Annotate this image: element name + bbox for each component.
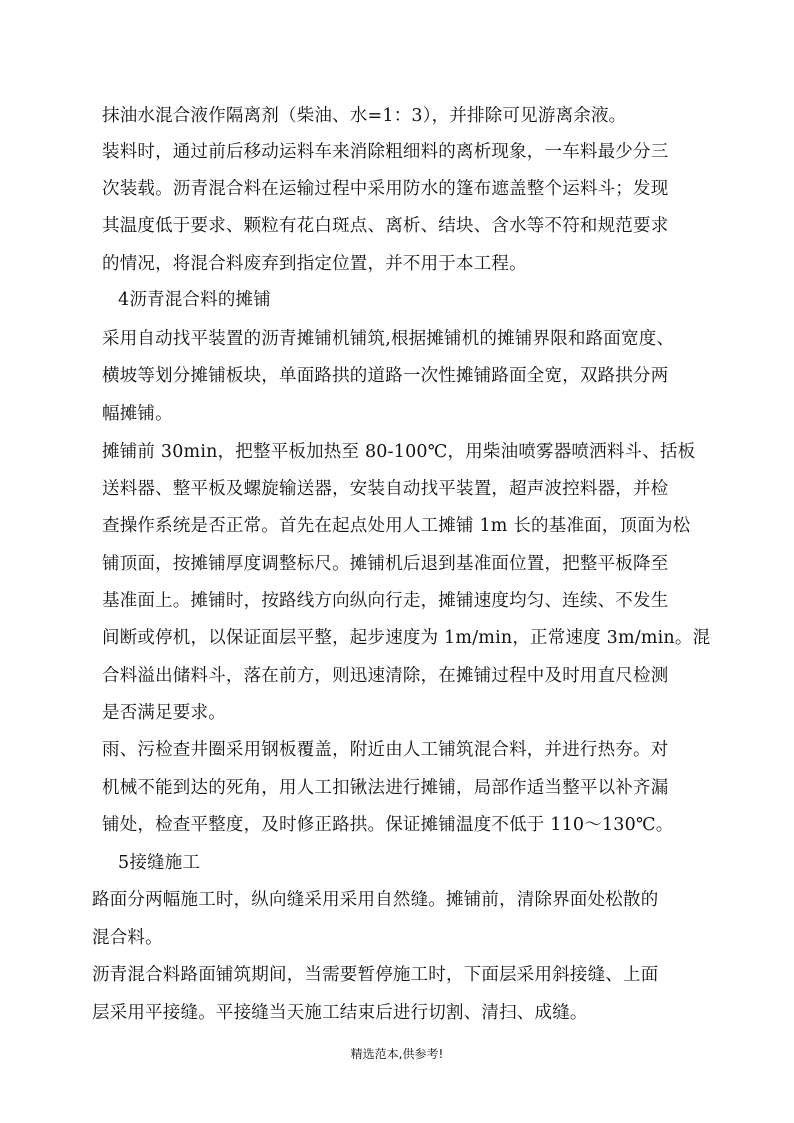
section-heading: 4沥青混合料的摊铺 [118, 290, 271, 310]
text-line: 查操作系统是否正常。首先在起点处用人工摊铺 1m 长的基准面，顶面为松 [102, 516, 691, 536]
text-line: 层采用平接缝。平接缝当天施工结束后进行切割、清扫、成缝。 [92, 1003, 588, 1023]
text-line: 基准面上。摊铺时，按路线方向纵向行走，摊铺速度均匀、连续、不发生 [102, 591, 669, 611]
text-line: 机械不能到达的死角，用人工扣锹法进行摊铺，局部作适当整平以补齐漏 [102, 778, 669, 798]
page-footer: 精选范本,供参考! [350, 1047, 444, 1061]
text-line: 送料器、整平板及螺旋输送器，安装自动找平装置，超声波控料器，并检 [102, 479, 669, 499]
text-line: 采用自动找平装置的沥青摊铺机铺筑,根据摊铺机的摊铺界限和路面宽度、 [102, 329, 675, 349]
text-line: 横坡等划分摊铺板块，单面路拱的道路一次性摊铺路面全宽，双路拱分两 [102, 366, 669, 386]
text-line: 幅摊铺。 [102, 404, 173, 424]
text-line: 混合料。 [92, 928, 163, 948]
text-line: 合料溢出储料斗，落在前方，则迅速清除，在摊铺过程中及时用直尺检测 [102, 666, 669, 686]
section-heading: 5接缝施工 [118, 853, 201, 873]
text-line: 的情况，将混合料废弃到指定位置，并不用于本工程。 [102, 254, 527, 274]
text-line: 次装载。沥青混合料在运输过程中采用防水的篷布遮盖整个运料斗；发现 [102, 179, 669, 199]
text-line: 装料时，通过前后移动运料车来消除粗细料的离析现象，一车料最少分三 [102, 142, 669, 162]
text-line: 路面分两幅施工时，纵向缝采用采用自然缝。摊铺前，清除界面处松散的 [92, 890, 659, 910]
text-line: 沥青混合料路面铺筑期间，当需要暂停施工时，下面层采用斜接缝、上面 [92, 965, 659, 985]
text-line: 间断或停机，以保证面层平整，起步速度为 1m/min，正常速度 3m/min。混 [102, 628, 711, 648]
text-line: 其温度低于要求、颗粒有花白斑点、离析、结块、含水等不符和规范要求 [102, 216, 669, 236]
text-line: 铺顶面，按摊铺厚度调整标尺。摊铺机后退到基准面位置，把整平板降至 [102, 554, 669, 574]
text-line: 摊铺前 30min，把整平板加热至 80-100℃，用柴油喷雾器喷洒料斗、括板 [102, 442, 696, 462]
text-line: 铺处，检查平整度，及时修正路拱。保证摊铺温度不低于 110～130℃。 [102, 815, 674, 835]
text-line: 雨、污检查井圈采用钢板覆盖，附近由人工铺筑混合料，并进行热夯。对 [102, 740, 669, 760]
text-line: 抹油水混合液作隔离剂（柴油、水=1：3），并排除可见游离余液。 [102, 106, 627, 126]
text-line: 是否满足要求。 [102, 703, 226, 723]
